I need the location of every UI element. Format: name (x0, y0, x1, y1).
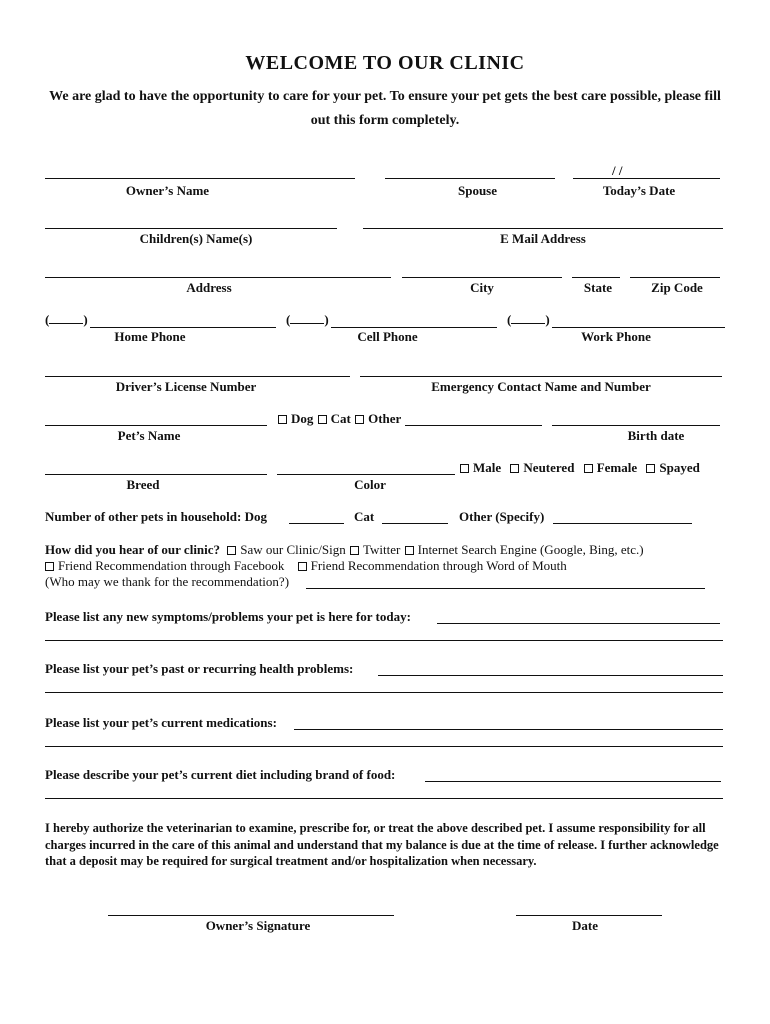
spouse-field[interactable] (385, 178, 555, 179)
todays-date-label: Today’s Date (602, 183, 676, 198)
spayed-label: Spayed (659, 460, 700, 475)
address-label: Address (186, 280, 232, 295)
hear-options-row2 (45, 558, 567, 574)
cat-checkbox[interactable] (318, 415, 327, 424)
dog-checkbox[interactable] (278, 415, 287, 424)
birth-date-label: Birth date (627, 428, 685, 443)
state-label: State (583, 280, 613, 295)
email-label: E Mail Address (500, 231, 586, 246)
female-label: Female (596, 460, 638, 475)
word-of-mouth-checkbox[interactable] (298, 562, 307, 571)
thanks-label: (Who may we thank for the recommendation?) (45, 574, 290, 589)
todays-date-field[interactable] (573, 178, 720, 179)
cell-phone-label: Cell Phone (357, 329, 418, 344)
symptoms-field-2[interactable] (45, 640, 723, 641)
other-pets-cat-label: Cat (354, 509, 375, 524)
other-pets-other-label: Other (Specify) (459, 509, 545, 524)
dog-label: Dog (291, 411, 314, 426)
work-phone-field[interactable] (552, 327, 725, 328)
address-field[interactable] (45, 277, 391, 278)
work-phone-label: Work Phone (581, 329, 651, 344)
owners-name-label: Owner’s Name (125, 183, 210, 198)
neutered-label: Neutered (523, 460, 575, 475)
diet-field[interactable] (425, 781, 721, 782)
cell-area-code[interactable]: ( ) (286, 312, 329, 327)
male-label: Male (473, 460, 502, 475)
saw-sign-checkbox[interactable] (227, 546, 236, 555)
search-engine-checkbox[interactable] (405, 546, 414, 555)
birth-date-field[interactable] (552, 425, 720, 426)
city-field[interactable] (402, 277, 562, 278)
signature-date-field[interactable] (516, 915, 662, 916)
drivers-license-field[interactable] (45, 376, 350, 377)
male-checkbox[interactable] (460, 464, 469, 473)
owner-signature-label: Owner’s Signature (205, 918, 311, 933)
children-field[interactable] (45, 228, 337, 229)
owners-name-field[interactable] (45, 178, 355, 179)
facebook-label: Friend Recommendation through Facebook (58, 558, 285, 573)
zip-label: Zip Code (651, 280, 703, 295)
breed-label: Breed (126, 477, 160, 492)
search-engine-label: Internet Search Engine (Google, Bing, etc.) (417, 542, 644, 557)
emergency-contact-field[interactable] (360, 376, 722, 377)
word-of-mouth-label: Friend Recommendation through Word of Mouth (310, 558, 567, 573)
intro-text: We are glad to have the opportunity to care for your pet. To ensure your pet gets the best care possible, please fill out this form completely. (49, 89, 721, 128)
page-title: WELCOME TO OUR CLINIC (245, 52, 525, 74)
drivers-license-label: Driver’s License Number (115, 379, 257, 394)
history-field-2[interactable] (45, 692, 723, 693)
hear-question-text: How did you hear of our clinic? (45, 542, 221, 557)
spayed-checkbox[interactable] (646, 464, 655, 473)
authorization-text: I hereby authorize the veterinarian to examine, prescribe for, or treat the above described pet. I assume responsibility for all charges incurred in the care of this animal and understand that my balance is due at the time of release. I further acknowledge that a deposit may be required for surgical treatment and/or hospitalization when necessary. (45, 821, 719, 868)
home-phone-field[interactable] (90, 327, 276, 328)
color-label: Color (354, 477, 386, 492)
twitter-label: Twitter (363, 542, 401, 557)
facebook-checkbox[interactable] (45, 562, 54, 571)
color-field[interactable] (277, 474, 455, 475)
symptoms-label: Please list any new symptoms/problems your pet is here for today: (45, 609, 411, 624)
date-slashes: / / (612, 163, 623, 178)
other-checkbox[interactable] (355, 415, 364, 424)
work-area-code[interactable]: ( ) (507, 312, 550, 327)
breed-field[interactable] (45, 474, 267, 475)
other-label: Other (368, 411, 402, 426)
twitter-checkbox[interactable] (350, 546, 359, 555)
email-field[interactable] (363, 228, 723, 229)
symptoms-field[interactable] (437, 623, 720, 624)
history-label: Please list your pet’s past or recurring health problems: (45, 661, 354, 676)
sex-options (460, 460, 700, 476)
other-pets-cat-field[interactable] (382, 523, 448, 524)
other-pets-dog-label: Number of other pets in household: Dog (45, 509, 267, 524)
thanks-field[interactable] (306, 588, 705, 589)
signature-date-label: Date (572, 918, 598, 933)
medications-label: Please list your pet’s current medications: (45, 715, 277, 730)
emergency-contact-label: Emergency Contact Name and Number (431, 379, 651, 394)
female-checkbox[interactable] (584, 464, 593, 473)
medications-field-2[interactable] (45, 746, 723, 747)
owner-signature-field[interactable] (108, 915, 394, 916)
other-pets-other-field[interactable] (553, 523, 692, 524)
saw-sign-label: Saw our Clinic/Sign (240, 542, 346, 557)
pets-name-field[interactable] (45, 425, 267, 426)
medications-field[interactable] (294, 729, 723, 730)
children-label: Children(s) Name(s) (139, 231, 253, 246)
cat-label: Cat (330, 411, 351, 426)
diet-field-2[interactable] (45, 798, 723, 799)
state-field[interactable] (572, 277, 620, 278)
diet-label: Please describe your pet’s current diet including brand of food: (45, 767, 396, 782)
city-label: City (470, 280, 494, 295)
pets-name-label: Pet’s Name (117, 428, 181, 443)
spouse-label: Spouse (457, 183, 498, 198)
home-area-code[interactable]: ( ) (45, 312, 88, 327)
hear-question (45, 542, 644, 558)
zip-field[interactable] (630, 277, 720, 278)
other-pets-dog-field[interactable] (289, 523, 344, 524)
cell-phone-field[interactable] (331, 327, 497, 328)
neutered-checkbox[interactable] (510, 464, 519, 473)
home-phone-label: Home Phone (114, 329, 186, 344)
species-options (278, 411, 401, 427)
history-field[interactable] (378, 675, 723, 676)
other-species-field[interactable] (405, 425, 542, 426)
